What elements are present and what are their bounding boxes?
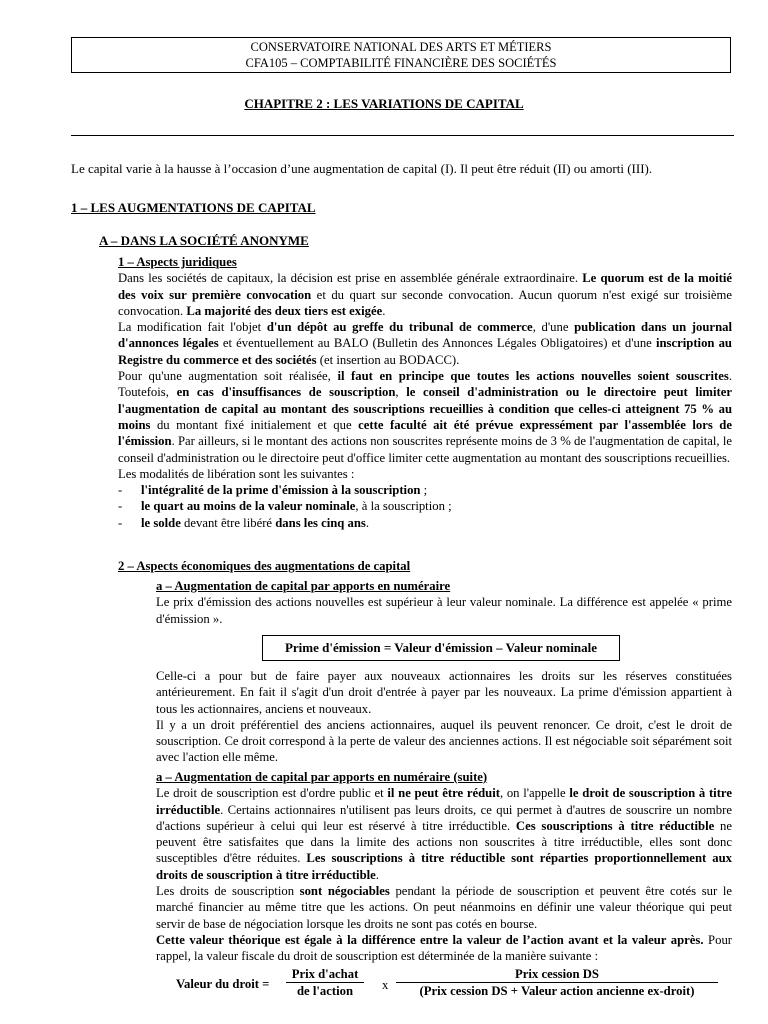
aspects-economiques-heading: 2 – Aspects économiques des augmentations de capital xyxy=(118,559,411,573)
liberation-list xyxy=(118,482,732,531)
aspects-economiques-heading-block xyxy=(118,558,732,574)
prime-emission-paragraph: Le prix d'émission des actions nouvelles est supérieur à leur valeur nominale. La différence est appelée « prime d'émission ». xyxy=(156,595,732,626)
section-1-heading: 1 – LES AUGMENTATIONS DE CAPITAL xyxy=(71,200,316,215)
header-box xyxy=(71,37,731,73)
horizontal-rule xyxy=(71,135,734,136)
souscription-paragraph: Pour qu'une augmentation soit réalisée, il faut en principe que toutes les actions nouvelles soient souscrites. Toutefois, en cas d'insuffisances de souscription, le conseil d'administration ou le directoire peut limiter l'augmentation de capital au montant des souscriptions recueillies à condition que celles-ci atteignent 75 % au moins du montant fixé initialement et que cette faculté ait été prévue expressément par l'assemblée lors de l'émission. Par ailleurs, si le montant des actions non souscrites représente moins de 3 % de l'augmentation de capital, le conseil d'administration ou le directoire peut d'office limiter cette augmentation au montant des souscriptions recueillies. xyxy=(118,369,733,465)
chapter-title: CHAPITRE 2 : LES VARIATIONS DE CAPITAL xyxy=(244,96,524,111)
institution-name: CONSERVATOIRE NATIONAL DES ARTS ET MÉTIERS xyxy=(250,40,552,54)
aspects-juridiques-block xyxy=(118,254,732,531)
fraction-prix-cession xyxy=(396,966,718,999)
apports-numeraire-suite-heading: a – Augmentation de capital par apports en numéraire (suite) xyxy=(156,770,488,784)
apports-numeraire-suite-block xyxy=(156,769,732,965)
apports-numeraire-heading: a – Augmentation de capital par apports en numéraire xyxy=(156,579,451,593)
list-item: - le quart au moins de la valeur nominale, à la souscription ; xyxy=(118,498,732,514)
fraction-denominator: de l'action xyxy=(296,984,354,998)
list-item: - le solde devant être libéré dans les cinq ans. xyxy=(118,515,732,531)
droit-irreductible-paragraph: Le droit de souscription est d'ordre public et il ne peut être réduit, on l'appelle le droit de souscription à titre irréductible. Certains actionnaires n'utilisent pas leurs droits, ce qui permet à d'autres de souscrire un nombre d'actions supérieur à celui qui leur est réservé à titre irréductible. Ces souscriptions à titre réductible ne peuvent être satisfaites que dans la limite des actions non souscrites à titre irréductible, elles sont donc susceptibles d'être réduites. Les souscriptions à titre réductible sont réparties proportionnellement aux droits de souscription à titre irréductible. xyxy=(156,786,733,882)
prime-explanation-block xyxy=(156,668,732,766)
fraction-prix-achat xyxy=(286,966,364,999)
section-a-heading: A – DANS LA SOCIÉTÉ ANONYME xyxy=(99,233,309,248)
valeur-droit-formula xyxy=(176,966,736,1006)
course-title: CFA105 – COMPTABILITÉ FINANCIÈRE DES SOCIÉTÉS xyxy=(245,56,557,70)
fraction-numerator: Prix cession DS xyxy=(396,966,718,983)
formula-label: Valeur du droit = xyxy=(176,977,270,991)
aspects-juridiques-heading: 1 – Aspects juridiques xyxy=(118,255,237,269)
prime-purpose-paragraph: Celle-ci a pour but de faire payer aux nouveaux actionnaires les droits sur les réserves constituées antérieurement. En fait il s'agit d'un droit d'entrée à payer par les nouveaux. La prime d'émission appartient à tous les actionnaires, anciens et nouveaux. xyxy=(156,669,732,716)
fraction-numerator: Prix d'achat xyxy=(286,966,364,983)
prime-emission-formula: Prime d'émission = Valeur d'émission – Valeur nominale xyxy=(262,635,620,661)
fraction-denominator: (Prix cession DS + Valeur action ancienne ex-droit) xyxy=(419,984,695,998)
publication-paragraph: La modification fait l'objet d'un dépôt au greffe du tribunal de commerce, d'une publication dans un journal d'annonces légales et éventuellement au BALO (Bulletin des Annonces Légales Obligatoires) et d'une inscription au Registre du commerce et des sociétés (et insertion au BODACC). xyxy=(118,320,732,367)
valeur-theorique-paragraph: Cette valeur théorique est égale à la différence entre la valeur de l’action avant et la valeur après. Pour rappel, la valeur fiscale du droit de souscription est déterminée de la manière suivante : xyxy=(156,932,733,964)
droit-preferentiel-paragraph: Il y a un droit préférentiel des anciens actionnaires, auquel ils peuvent renoncer. Ce droit, c'est le droit de souscription. Ce droit correspond à la perte de valeur des anciennes actions. Il est négociable soit séparément soit avec l'action elle même. xyxy=(156,717,732,765)
intro-paragraph: Le capital varie à la hausse à l’occasion d’une augmentation de capital (I). Il peut être réduit (II) ou amorti (III). xyxy=(71,161,653,176)
liberation-intro: Les modalités de libération sont les suivantes : xyxy=(118,466,355,481)
apports-numeraire-block xyxy=(156,578,732,627)
times-sign: x xyxy=(382,978,389,992)
quorum-paragraph: Dans les sociétés de capitaux, la décision est prise en assemblée générale extraordinaire. Le quorum est de la moitié des voix sur première convocation et du quart sur seconde convocation. Aucun quorum n'est exigé sur troisième convocation. La majorité des deux tiers est exigée. xyxy=(118,271,733,318)
list-item: - l'intégralité de la prime d'émission à la souscription ; xyxy=(118,482,732,498)
droits-negociables-paragraph: Les droits de souscription sont négociables pendant la période de souscription et peuvent être cotés sur le marché financier au même titre que les actions. On peut néanmoins en définir une valeur théorique qui peut servir de base de négociation lorsque les droits ne sont pas cotés en bourse. xyxy=(156,884,732,931)
